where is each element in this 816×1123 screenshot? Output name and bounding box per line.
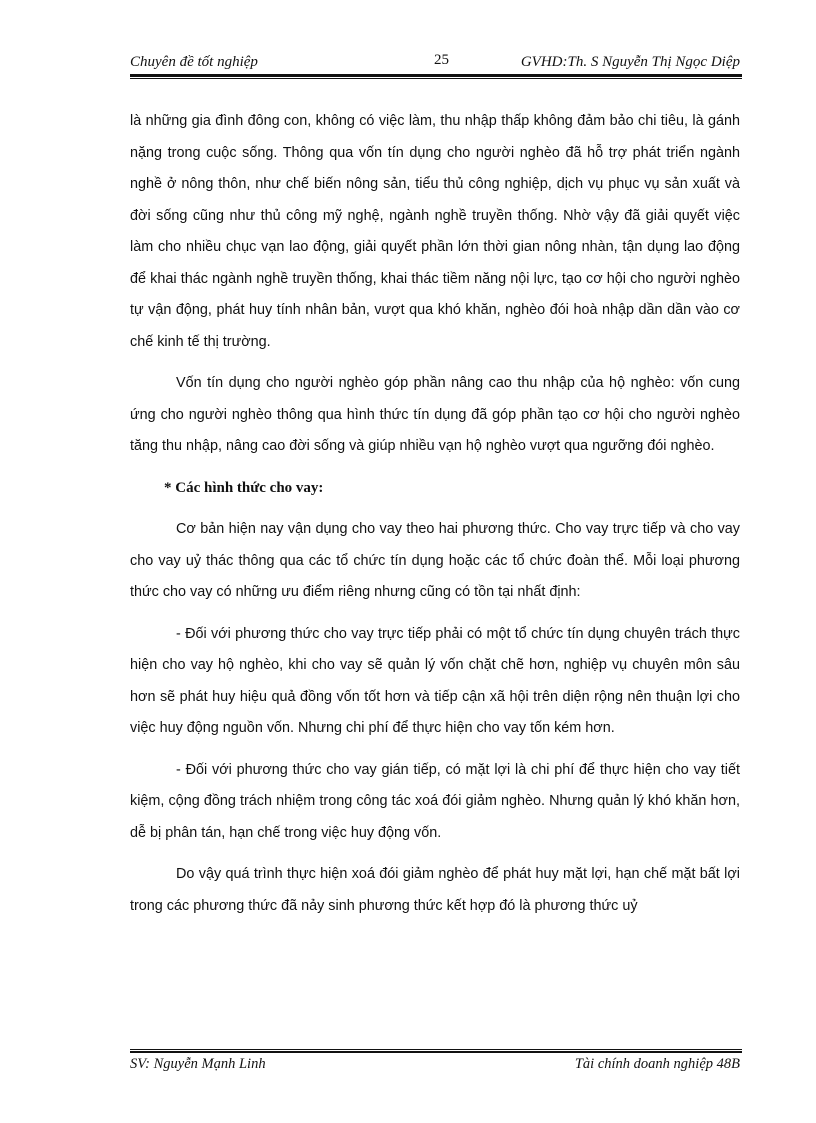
paragraph-direct-loan: - Đối với phương thức cho vay trực tiếp phải có một tổ chức tín dụng chuyên trách thực hiện cho vay hộ nghèo, khi cho vay sẽ quản lý vốn chặt chẽ hơn, nghiệp vụ chuyên môn sâu hơn sẽ phát huy hiệu quả đồng vốn tốt hơn và tiếp cận xã hội trên diện rộng nên thuận lợi cho việc huy động nguồn vốn. Nhưng chi phí để thực hiện cho vay tốn kém hơn. xyxy=(130,625,740,736)
footer-student: SV: Nguyễn Mạnh Linh xyxy=(130,1056,266,1072)
paragraph-indirect-loan: - Đối với phương thức cho vay gián tiếp, có mặt lợi là chi phí để thực hiện cho vay tiết kiệm, cộng đồng trách nhiệm trong công tác xoá đói giảm nghèo. Nhưng quản lý khó khăn hơn, dễ bị phân tán, hạn chế trong việc huy động vốn. xyxy=(130,761,740,841)
paragraph-loan-methods: Cơ bản hiện nay vận dụng cho vay theo hai phương thức. Cho vay trực tiếp và cho vay cho vay uỷ thác thông qua các tổ chức tín dụng hoặc các tổ chức đoàn thể. Mỗi loại phương thức cho vay có những ưu điểm riêng nhưng cũng có tồn tại nhất định: xyxy=(130,521,740,600)
page-footer xyxy=(130,1056,740,1078)
footer-divider xyxy=(130,1049,742,1053)
page-header xyxy=(130,52,740,74)
document-body xyxy=(130,106,740,932)
page-number: 25 xyxy=(434,52,449,68)
paragraph-credit-income: Vốn tín dụng cho người nghèo góp phần nâng cao thu nhập của hộ nghèo: vốn cung ứng cho người nghèo thông qua hình thức tín dụng đã góp phần tạo cơ hội cho người nghèo tăng thu nhập, nâng cao đời sống và giúp nhiều vạn hộ nghèo vượt qua ngưỡng đói nghèo. xyxy=(130,375,740,454)
section-heading-loan-forms: * Các hình thức cho vay: xyxy=(164,479,324,496)
header-supervisor: GVHD:Th. S Nguyễn Thị Ngọc Diệp xyxy=(520,54,740,70)
header-divider xyxy=(130,74,742,79)
footer-class: Tài chính doanh nghiệp 48B xyxy=(574,1056,740,1072)
paragraph-continuation: là những gia đình đông con, không có việc làm, thu nhập thấp không đảm bảo chi tiêu, là gánh nặng trong cuộc sống. Thông qua vốn tín dụng cho người nghèo đã hỗ trợ phát triển ngành nghề ở nông thôn, như chế biến nông sản, tiểu thủ công nghiệp, dịch vụ phục vụ sản xuất và đời sống cũng như thủ công mỹ nghệ, ngành nghề truyền thống. Nhờ vậy đã giải quyết việc làm cho nhiều chục vạn lao động, giải quyết phần lớn thời gian nông nhàn, tận dụng lao động để khai thác ngành nghề truyền thống, khai thác tiềm năng nội lực, tạo cơ hội cho người nghèo tự vận động, phát huy tính nhân bản, vượt qua khó khăn, nghèo đói hoà nhập dần dần vào cơ chế kinh tế thị trường. xyxy=(130,113,740,350)
header-thesis-title: Chuyên đề tốt nghiệp xyxy=(130,54,258,70)
paragraph-combined-method: Do vậy quá trình thực hiện xoá đói giảm nghèo để phát huy mặt lợi, hạn chế mặt bất lợi trong các phương thức đã nảy sinh phương thức kết hợp đó là phương thức uỷ xyxy=(130,866,740,914)
